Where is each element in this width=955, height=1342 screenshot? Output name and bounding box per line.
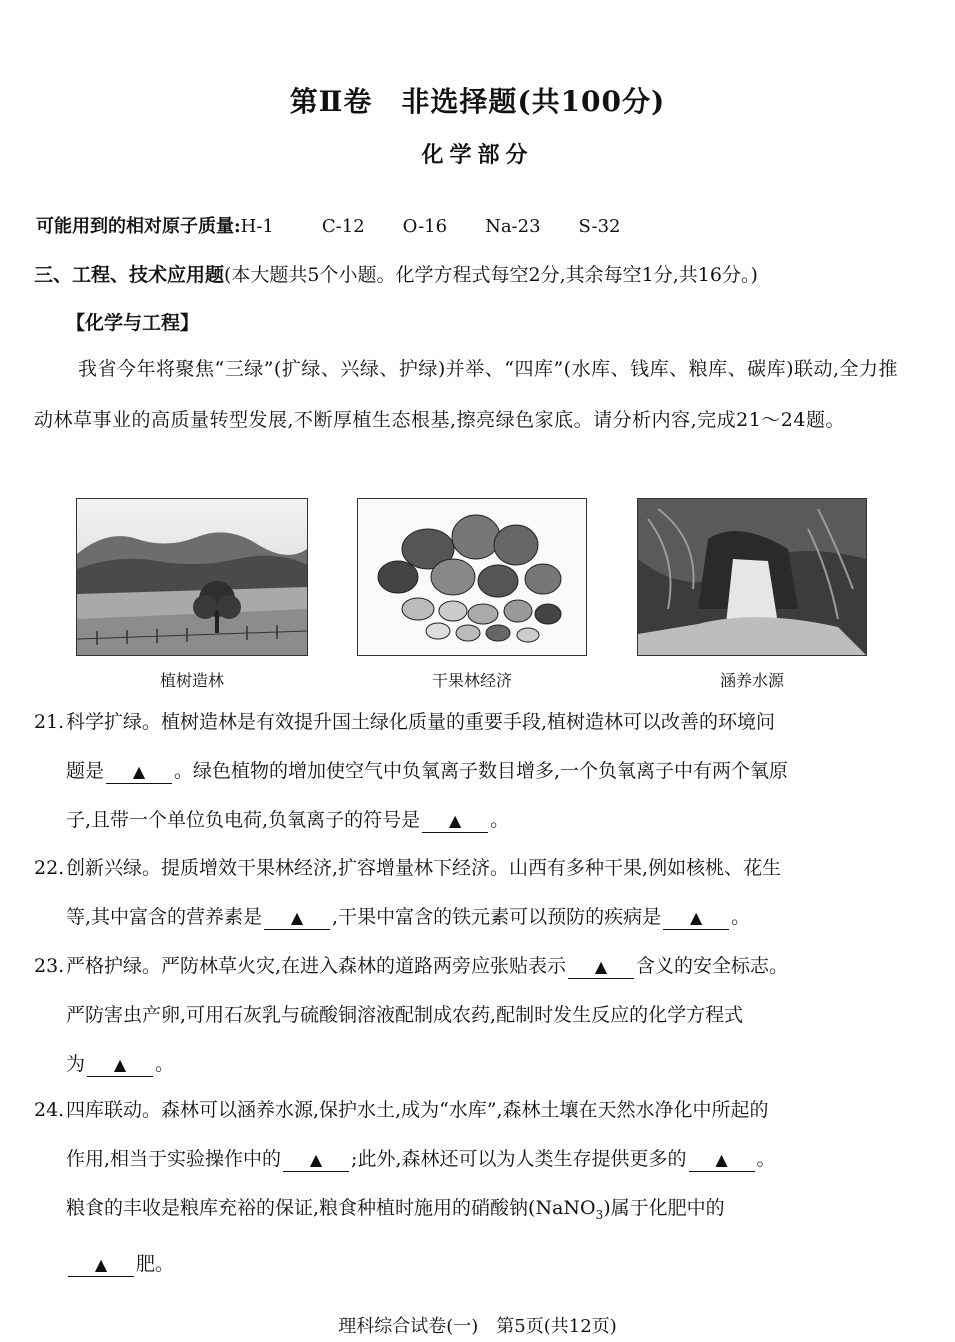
question-text: ;此外,森林还可以为人类生存提供更多的 [351,1148,687,1170]
question-text: 作用,相当于实验操作中的 [66,1148,282,1170]
water-conservation-image [637,498,867,656]
question-text: 。绿色植物的增加使空气中负氧离子数目增多,一个负氧离子中有两个氧原 [174,760,789,782]
topic-tag: 【化学与工程】 [66,312,200,334]
question-text: 严防害虫产卵,可用石灰乳与硫酸铜溶液配制成农药,配制时发生反应的化学方程式 [66,1004,744,1026]
question-text: )属于化肥中的 [603,1197,725,1219]
question-text: 。 [756,1148,776,1170]
intro-paragraph: 我省今年将聚焦“三绿”(扩绿、兴绿、护绿)并举、“四库”(水库、钱库、粮库、碳库)联动,全力推动林草事业的高质量转型发展,不断厚植生态根基,擦亮绿色家底。请分析内容,完成21～24题。 [34,358,899,431]
question-text: 等,其中富含的营养素是 [66,906,263,928]
paper-title: 第Ⅱ卷 非选择题(共100分) [289,85,666,118]
section-title: 三、工程、技术应用题 [34,264,225,286]
question-23 [34,942,916,1089]
question-number: 22. [34,857,65,879]
dried-fruit-image [357,498,587,656]
atomic-mass-item: H-1 [240,216,274,237]
question-number: 23. [34,955,65,977]
atomic-mass-item: C-12 [321,216,365,237]
question-number: 21. [34,711,65,733]
answer-blank[interactable]: ▲ [689,1149,755,1172]
atomic-mass-item: S-32 [578,216,621,237]
section-note: (本大题共5个小题。化学方程式每空2分,其余每空1分,共16分。) [224,264,758,286]
question-22 [34,844,916,942]
answer-blank[interactable]: ▲ [106,761,172,784]
atomic-masses-line [36,212,659,238]
answer-blank[interactable]: ▲ [568,956,634,979]
answer-blank[interactable]: ▲ [68,1254,134,1277]
figure-water-conservation [637,498,867,691]
answer-blank[interactable]: ▲ [663,907,729,930]
question-text: 。 [490,809,510,831]
atomic-masses-label: 可能用到的相对原子质量: [36,216,241,237]
figure-caption: 干果林经济 [431,671,512,690]
question-number: 24. [34,1099,65,1121]
question-text: 科学扩绿。植树造林是有效提升国土绿化质量的重要手段,植树造林可以改善的环境问 [66,711,776,733]
figure-dried-fruit [357,498,587,691]
question-text: 。 [155,1053,175,1075]
question-text: ,干果中富含的铁元素可以预防的疾病是 [332,906,662,928]
page-footer: 理科综合试卷(一) 第5页(共12页) [338,1316,617,1337]
atomic-mass-item: Na-23 [485,216,541,237]
question-text: 四库联动。森林可以涵养水源,保护水土,成为“水库”,森林土壤在天然水净化中所起的 [66,1099,769,1121]
answer-blank[interactable]: ▲ [87,1054,153,1077]
question-text: 创新兴绿。提质增效干果林经济,扩容增量林下经济。山西有多种干果,例如核桃、花生 [66,857,782,879]
question-text: 子,且带一个单位负电荷,负氧离子的符号是 [66,809,421,831]
question-text: 严格护绿。严防林草火灾,在进入森林的道路两旁应张贴表示 [66,955,567,977]
question-text: 含义的安全标志。 [636,955,789,977]
question-text: 肥。 [136,1252,175,1275]
answer-blank[interactable]: ▲ [422,810,488,833]
question-text: 为 [66,1053,86,1075]
figure-caption: 涵养水源 [719,671,784,690]
question-21 [34,698,916,845]
section-subtitle: 化学部分 [421,142,534,168]
figure-afforestation [76,498,308,691]
subscript: 3 [595,1207,604,1222]
afforestation-image [76,498,308,656]
answer-blank[interactable]: ▲ [264,907,330,930]
figure-caption: 植树造林 [159,671,224,690]
answer-blank[interactable]: ▲ [283,1149,349,1172]
section-heading [34,260,758,287]
question-text: 粮食的丰收是粮库充裕的保证,粮食种植时施用的硝酸钠(NaNO [66,1197,596,1219]
question-text: 题是 [66,760,105,782]
question-24 [34,1086,916,1289]
atomic-mass-item: O-16 [402,216,448,237]
question-text: 。 [731,906,751,928]
